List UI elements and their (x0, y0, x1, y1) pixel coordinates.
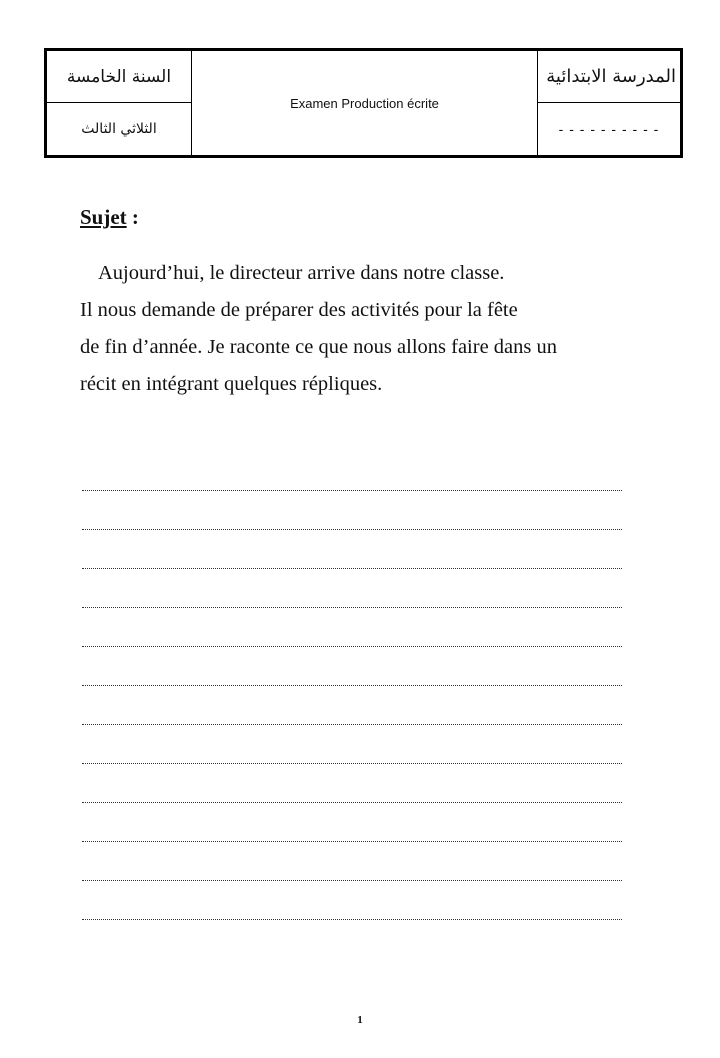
answer-line[interactable] (82, 647, 622, 686)
answer-line[interactable] (82, 530, 622, 569)
subject-line: Aujourd’hui, le directeur arrive dans notre classe. (98, 262, 505, 284)
answer-line[interactable] (82, 842, 622, 881)
term-label: الثلاثي الثالث (81, 121, 157, 137)
school-name: المدرسة الابتدائية (538, 51, 680, 103)
answer-area[interactable] (82, 452, 622, 920)
page-number: 1 (357, 1014, 363, 1026)
answer-line[interactable] (82, 803, 622, 842)
school-name-blank: - - - - - - - - - - (558, 121, 660, 137)
header-table (44, 48, 683, 158)
grade-year: السنة الخامسة (47, 51, 191, 103)
answer-line[interactable] (82, 452, 622, 491)
answer-line[interactable] (82, 491, 622, 530)
subject-colon: : (126, 205, 139, 229)
subject-heading (80, 205, 139, 230)
answer-line[interactable] (82, 686, 622, 725)
header-left-cell (47, 51, 192, 155)
answer-line[interactable] (82, 881, 622, 920)
header-right-cell (537, 51, 680, 155)
answer-line[interactable] (82, 764, 622, 803)
subject-line: récit en intégrant quelques répliques. (80, 373, 383, 395)
answer-line[interactable] (82, 725, 622, 764)
subject-line: de fin d’année. Je raconte ce que nous allons faire dans un (80, 336, 558, 358)
subject-label: Sujet (80, 205, 127, 229)
exam-title: Examen Production écrite (290, 95, 439, 111)
answer-line[interactable] (82, 608, 622, 647)
subject-line: Il nous demande de préparer des activités pour la fête (80, 299, 518, 321)
answer-line[interactable] (82, 569, 622, 608)
subject-text (80, 255, 660, 403)
